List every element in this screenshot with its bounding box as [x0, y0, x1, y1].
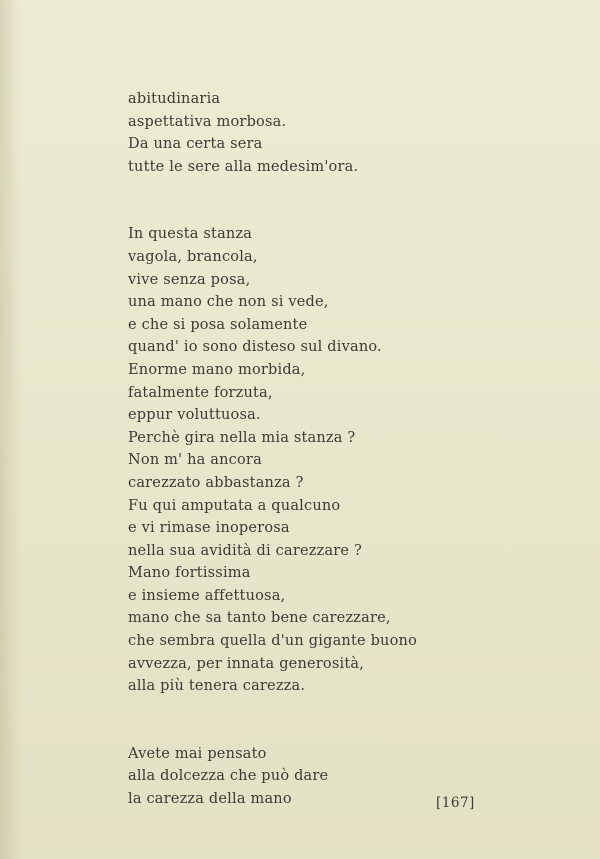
poem-line: che sembra quella d'un gigante buono: [128, 633, 417, 650]
poem-line: aspettativa morbosa.: [128, 113, 287, 130]
poem-line: Enorme mano morbida,: [128, 361, 306, 378]
stanza-1: [128, 88, 548, 178]
poem-line: e che si posa solamente: [128, 316, 308, 333]
poem-body: [128, 88, 548, 811]
poem-line: alla più tenera carezza.: [128, 678, 306, 695]
stanza-2: [128, 223, 548, 697]
poem-line: e insieme affettuosa,: [128, 587, 286, 604]
poem-line: nella sua avidità di carezzare ?: [128, 542, 362, 559]
poem-line: vive senza posa,: [128, 271, 251, 288]
poem-line: una mano che non si vede,: [128, 294, 329, 311]
poem-line: vagola, brancola,: [128, 248, 258, 265]
stanza-3: [128, 743, 548, 811]
poem-line: In questa stanza: [128, 226, 253, 243]
poem-line: Perchè gira nella mia stanza ?: [128, 429, 356, 446]
poem-line: abitudinaria: [128, 91, 221, 107]
poem-line: carezzato abbastanza ?: [128, 474, 304, 491]
poem-line: Fu qui amputata a qualcuno: [128, 497, 341, 514]
poem-line: e vi rimase inoperosa: [128, 520, 290, 537]
poem-line: eppur voluttuosa.: [128, 407, 261, 424]
poem-line: Da una certa sera: [128, 136, 263, 153]
poem-line: Mano fortissima: [128, 565, 251, 582]
poem-line: avvezza, per innata generosità,: [128, 655, 364, 672]
poem-line: Avete mai pensato: [128, 745, 267, 762]
poem-line: alla dolcezza che può dare: [128, 768, 329, 785]
poem-line: quand' io sono disteso sul divano.: [128, 339, 382, 356]
poem-line: Non m' ha ancora: [128, 452, 262, 469]
page-number: [167]: [436, 795, 475, 811]
poem-line: mano che sa tanto bene carezzare,: [128, 610, 391, 627]
poem-line: fatalmente forzuta,: [128, 384, 273, 401]
poem-line: tutte le sere alla medesim'ora.: [128, 158, 359, 175]
poem-line: la carezza della mano: [128, 791, 292, 808]
